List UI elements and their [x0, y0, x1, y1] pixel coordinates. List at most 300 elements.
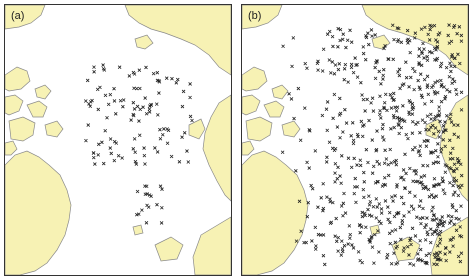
cross-marker-icon [102, 162, 105, 165]
cross-marker-icon [451, 82, 454, 85]
cross-marker-icon [398, 132, 401, 135]
cross-marker-icon [407, 38, 410, 41]
cross-marker-icon [363, 180, 366, 183]
siberian-island [372, 35, 390, 49]
cross-marker-icon [408, 167, 411, 170]
cross-marker-icon [355, 164, 358, 167]
cross-marker-icon [455, 93, 458, 96]
cross-marker-icon [102, 67, 105, 70]
cross-marker-icon [418, 205, 421, 208]
cross-marker-icon [419, 222, 422, 225]
cross-marker-icon [455, 217, 458, 220]
cross-marker-icon [291, 65, 294, 68]
cross-marker-icon [337, 250, 340, 253]
cross-marker-icon [92, 66, 95, 69]
cross-marker-icon [102, 64, 105, 67]
cross-marker-icon [380, 212, 383, 215]
cross-marker-icon [133, 107, 136, 110]
cross-marker-icon [137, 120, 140, 123]
cross-marker-icon [189, 82, 192, 85]
cross-marker-icon [143, 147, 146, 150]
cross-marker-icon [319, 234, 322, 237]
greenland-landmass [5, 151, 71, 275]
cross-marker-icon [86, 79, 89, 82]
cross-marker-icon [372, 110, 375, 113]
cross-marker-icon [389, 127, 392, 130]
cross-marker-icon [452, 193, 455, 196]
cross-marker-icon [176, 78, 179, 81]
cross-marker-icon [447, 214, 450, 217]
cross-marker-icon [343, 244, 346, 247]
cross-marker-icon [335, 217, 338, 220]
cross-marker-icon [436, 142, 439, 145]
cross-marker-icon [390, 161, 393, 164]
cross-marker-icon [395, 163, 398, 166]
cross-marker-icon [428, 252, 431, 255]
cross-marker-icon [401, 104, 404, 107]
cross-marker-icon [430, 100, 433, 103]
cross-marker-icon [372, 165, 375, 168]
cross-marker-icon [170, 155, 173, 158]
cross-marker-icon [314, 226, 317, 229]
cross-marker-icon [379, 82, 382, 85]
cross-marker-icon [421, 119, 424, 122]
cross-marker-icon [376, 206, 379, 209]
cross-marker-icon [383, 176, 386, 179]
cross-marker-icon [411, 113, 414, 116]
cross-marker-icon [372, 262, 375, 265]
cross-marker-icon [359, 231, 362, 234]
cross-marker-icon [140, 209, 143, 212]
cross-marker-icon [385, 158, 388, 161]
cross-marker-icon [170, 77, 173, 80]
cross-marker-icon [326, 100, 329, 103]
cross-marker-icon [191, 119, 194, 122]
cross-marker-icon [350, 41, 353, 44]
cross-marker-icon [341, 247, 344, 250]
cross-marker-icon [368, 203, 371, 206]
cross-marker-icon [408, 99, 411, 102]
cross-marker-icon [331, 60, 334, 63]
cross-marker-icon [156, 113, 159, 116]
cross-marker-icon [136, 190, 139, 193]
cross-marker-icon [325, 160, 328, 163]
cross-marker-icon [152, 72, 155, 75]
cross-marker-icon [357, 250, 360, 253]
cross-marker-icon [305, 241, 308, 244]
cross-marker-icon [344, 46, 347, 49]
cross-marker-icon [419, 248, 422, 251]
cross-marker-icon [420, 176, 423, 179]
cross-marker-icon [350, 63, 353, 66]
cross-marker-icon [153, 146, 156, 149]
cross-marker-icon [325, 156, 328, 159]
cross-marker-icon [392, 58, 395, 61]
cross-marker-icon [333, 93, 336, 96]
cross-marker-icon [128, 74, 131, 77]
cross-marker-icon [352, 71, 355, 74]
cross-marker-icon [138, 69, 141, 72]
cross-marker-icon [412, 263, 415, 266]
cross-marker-icon [360, 120, 363, 123]
cross-marker-icon [375, 197, 378, 200]
cross-marker-icon [454, 88, 457, 91]
cross-marker-icon [398, 68, 401, 71]
cross-marker-icon [390, 107, 393, 110]
cross-marker-icon [388, 221, 391, 224]
cross-marker-icon [425, 254, 428, 257]
cross-marker-icon [334, 172, 337, 175]
cross-marker-icon [362, 171, 365, 174]
cross-marker-icon [379, 222, 382, 225]
cross-marker-icon [379, 116, 382, 119]
cross-marker-icon [352, 142, 355, 145]
cross-marker-icon [113, 99, 116, 102]
cross-marker-icon [361, 94, 364, 97]
cross-marker-icon [413, 195, 416, 198]
cross-marker-icon [160, 206, 163, 209]
cross-marker-icon [314, 245, 317, 248]
cross-marker-icon [138, 87, 141, 90]
cross-marker-icon [416, 259, 419, 262]
cross-marker-icon [340, 204, 343, 207]
cross-marker-icon [340, 254, 343, 257]
cross-marker-icon [411, 67, 414, 70]
cross-marker-icon [390, 262, 393, 265]
island-4 [27, 101, 47, 117]
cross-marker-icon [394, 194, 397, 197]
cross-marker-icon [418, 131, 421, 134]
marker-layer [84, 64, 193, 225]
cross-marker-icon [443, 192, 446, 195]
cross-marker-icon [460, 205, 463, 208]
cross-marker-icon [362, 52, 365, 55]
cross-marker-icon [372, 205, 375, 208]
cross-marker-icon [311, 187, 314, 190]
cross-marker-icon [439, 219, 442, 222]
cross-marker-icon [426, 55, 429, 58]
cross-marker-icon [349, 233, 352, 236]
cross-marker-icon [98, 86, 101, 89]
cross-marker-icon [382, 68, 385, 71]
cross-marker-icon [334, 180, 337, 183]
cross-marker-icon [422, 42, 425, 45]
cross-marker-icon [316, 206, 319, 209]
cross-marker-icon [386, 109, 389, 112]
cross-marker-icon [322, 182, 325, 185]
cross-marker-icon [97, 153, 100, 156]
cross-marker-icon [450, 65, 453, 68]
cross-marker-icon [384, 149, 387, 152]
cross-marker-icon [378, 95, 381, 98]
cross-marker-icon [367, 43, 370, 46]
cross-marker-icon [444, 171, 447, 174]
cross-marker-icon [402, 202, 405, 205]
cross-marker-icon [441, 215, 444, 218]
cross-marker-icon [334, 147, 337, 150]
cross-marker-icon [378, 113, 381, 116]
cross-marker-icon [440, 62, 443, 65]
cross-marker-icon [416, 252, 419, 255]
cross-marker-icon [396, 70, 399, 73]
cross-marker-icon [371, 97, 374, 100]
cross-marker-icon [366, 208, 369, 211]
cross-marker-icon [346, 39, 349, 42]
cross-marker-icon [392, 200, 395, 203]
cross-marker-icon [329, 200, 332, 203]
cross-marker-icon [97, 108, 100, 111]
cross-marker-icon [430, 209, 433, 212]
cross-marker-icon [424, 238, 427, 241]
cross-marker-icon [396, 183, 399, 186]
cross-marker-icon [175, 81, 178, 84]
cross-marker-icon [429, 228, 432, 231]
cross-marker-icon [350, 243, 353, 246]
cross-marker-icon [422, 187, 425, 190]
island-7 [272, 85, 288, 99]
cross-marker-icon [378, 70, 381, 73]
cross-marker-icon [349, 29, 352, 32]
siberian-island [135, 35, 153, 49]
cross-marker-icon [371, 246, 374, 249]
cross-marker-icon [348, 224, 351, 227]
cross-marker-icon [344, 63, 347, 66]
cross-marker-icon [431, 206, 434, 209]
cross-marker-icon [159, 185, 162, 188]
island-3 [9, 117, 35, 141]
cross-marker-icon [92, 152, 95, 155]
cross-marker-icon [347, 157, 350, 160]
cross-marker-icon [409, 51, 412, 54]
cross-marker-icon [348, 237, 351, 240]
cross-marker-icon [294, 169, 297, 172]
cross-marker-icon [389, 93, 392, 96]
cross-marker-icon [421, 216, 424, 219]
panel-label: (b) [248, 10, 262, 22]
cross-marker-icon [299, 139, 302, 142]
cross-marker-icon [321, 70, 324, 73]
cross-marker-icon [161, 133, 164, 136]
cross-marker-icon [350, 134, 353, 137]
land-layer [242, 5, 468, 275]
cross-marker-icon [384, 199, 387, 202]
cross-marker-icon [156, 71, 159, 74]
cross-marker-icon [354, 57, 357, 60]
cross-marker-icon [388, 211, 391, 214]
cross-marker-icon [369, 200, 372, 203]
cross-marker-icon [425, 145, 428, 148]
cross-marker-icon [387, 174, 390, 177]
cross-marker-icon [368, 119, 371, 122]
cross-marker-icon [399, 226, 402, 229]
cross-marker-icon [400, 196, 403, 199]
cross-marker-icon [401, 222, 404, 225]
cross-marker-icon [390, 196, 393, 199]
cross-marker-icon [374, 33, 377, 36]
land-layer [5, 5, 231, 275]
cross-marker-icon [408, 211, 411, 214]
cross-marker-icon [402, 178, 405, 181]
cross-marker-icon [455, 209, 458, 212]
cross-marker-icon [331, 35, 334, 38]
cross-marker-icon [117, 154, 120, 157]
cross-marker-icon [441, 177, 444, 180]
cross-marker-icon [314, 248, 317, 251]
cross-marker-icon [331, 201, 334, 204]
cross-marker-icon [104, 129, 107, 132]
island-5 [242, 141, 254, 155]
cross-marker-icon [350, 66, 353, 69]
svalbard-island [189, 119, 205, 139]
cross-marker-icon [395, 109, 398, 112]
cross-marker-icon [400, 41, 403, 44]
cross-marker-icon [155, 103, 158, 106]
cross-marker-icon [364, 58, 367, 61]
cross-marker-icon [451, 206, 454, 209]
cross-marker-icon [138, 134, 141, 137]
cross-marker-icon [343, 108, 346, 111]
cross-marker-icon [281, 151, 284, 154]
cross-marker-icon [423, 174, 426, 177]
cross-marker-icon [395, 263, 398, 266]
cross-marker-icon [415, 169, 418, 172]
jan-mayen-island [133, 225, 143, 235]
island-2 [5, 95, 23, 115]
cross-marker-icon [448, 181, 451, 184]
cross-marker-icon [155, 203, 158, 206]
cross-marker-icon [445, 66, 448, 69]
cross-marker-icon [362, 98, 365, 101]
cross-marker-icon [185, 150, 188, 153]
cross-marker-icon [430, 117, 433, 120]
cross-marker-icon [322, 254, 325, 257]
cross-marker-icon [359, 81, 362, 84]
cross-marker-icon [351, 121, 354, 124]
cross-marker-icon [303, 107, 306, 110]
cross-marker-icon [438, 110, 441, 113]
cross-marker-icon [118, 66, 121, 69]
cross-marker-icon [359, 259, 362, 262]
cross-marker-icon [159, 137, 162, 140]
cross-marker-icon [413, 88, 416, 91]
cross-marker-icon [402, 83, 405, 86]
map-panel-b [241, 4, 469, 276]
cross-marker-icon [436, 155, 439, 158]
cross-marker-icon [405, 76, 408, 79]
island-5 [5, 141, 17, 155]
cross-marker-icon [384, 93, 387, 96]
cross-marker-icon [341, 214, 344, 217]
cross-marker-icon [460, 91, 463, 94]
cross-marker-icon [336, 177, 339, 180]
cross-marker-icon [132, 71, 135, 74]
cross-marker-icon [448, 75, 451, 78]
cross-marker-icon [329, 71, 332, 74]
cross-marker-icon [381, 78, 384, 81]
cross-marker-icon [381, 127, 384, 130]
island-1 [5, 67, 30, 91]
cross-marker-icon [166, 142, 169, 145]
cross-marker-icon [181, 136, 184, 139]
cross-marker-icon [411, 132, 414, 135]
cross-marker-icon [426, 233, 429, 236]
cross-marker-icon [364, 226, 367, 229]
cross-marker-icon [453, 191, 456, 194]
cross-marker-icon [290, 97, 293, 100]
cross-marker-icon [132, 147, 135, 150]
cross-marker-icon [367, 195, 370, 198]
cross-marker-icon [352, 139, 355, 142]
cross-marker-icon [405, 172, 408, 175]
cross-marker-icon [181, 105, 184, 108]
cross-marker-icon [332, 117, 335, 120]
cross-marker-icon [425, 217, 428, 220]
arctic-map-b [242, 5, 468, 275]
cross-marker-icon [340, 154, 343, 157]
cross-marker-icon [438, 106, 441, 109]
bottom-right-land [430, 217, 468, 275]
cross-marker-icon [423, 78, 426, 81]
cross-marker-icon [386, 253, 389, 256]
cross-marker-icon [451, 203, 454, 206]
cross-marker-icon [451, 78, 454, 81]
cross-marker-icon [448, 62, 451, 65]
map-panel-a [4, 4, 232, 276]
cross-marker-icon [178, 160, 181, 163]
cross-marker-icon [100, 141, 103, 144]
cross-marker-icon [362, 45, 365, 48]
cross-marker-icon [387, 218, 390, 221]
island-3 [246, 117, 272, 141]
bottom-right-land [193, 217, 231, 275]
cross-marker-icon [426, 164, 429, 167]
cross-marker-icon [452, 184, 455, 187]
cross-marker-icon [106, 116, 109, 119]
iceland-island [155, 237, 183, 261]
cross-marker-icon [401, 219, 404, 222]
cross-marker-icon [328, 141, 331, 144]
cross-marker-icon [343, 192, 346, 195]
cross-marker-icon [338, 97, 341, 100]
cross-marker-icon [97, 143, 100, 146]
cross-marker-icon [378, 163, 381, 166]
cross-marker-icon [352, 246, 355, 249]
cross-marker-icon [166, 128, 169, 131]
cross-marker-icon [426, 231, 429, 234]
cross-marker-icon [157, 92, 160, 95]
cross-marker-icon [399, 87, 402, 90]
cross-marker-icon [143, 162, 146, 165]
cross-marker-icon [440, 100, 443, 103]
cross-marker-icon [387, 163, 390, 166]
cross-marker-icon [92, 156, 95, 159]
cross-marker-icon [430, 86, 433, 89]
cross-marker-icon [325, 196, 328, 199]
cross-marker-icon [321, 114, 324, 117]
island-1 [242, 67, 267, 91]
cross-marker-icon [374, 77, 377, 80]
island-2 [242, 95, 260, 115]
cross-marker-icon [376, 130, 379, 133]
cross-marker-icon [183, 131, 186, 134]
cross-marker-icon [322, 48, 325, 51]
cross-marker-icon [443, 85, 446, 88]
cross-marker-icon [337, 236, 340, 239]
island-4 [264, 101, 284, 117]
cross-marker-icon [379, 109, 382, 112]
cross-marker-icon [419, 239, 422, 242]
cross-marker-icon [419, 145, 422, 148]
